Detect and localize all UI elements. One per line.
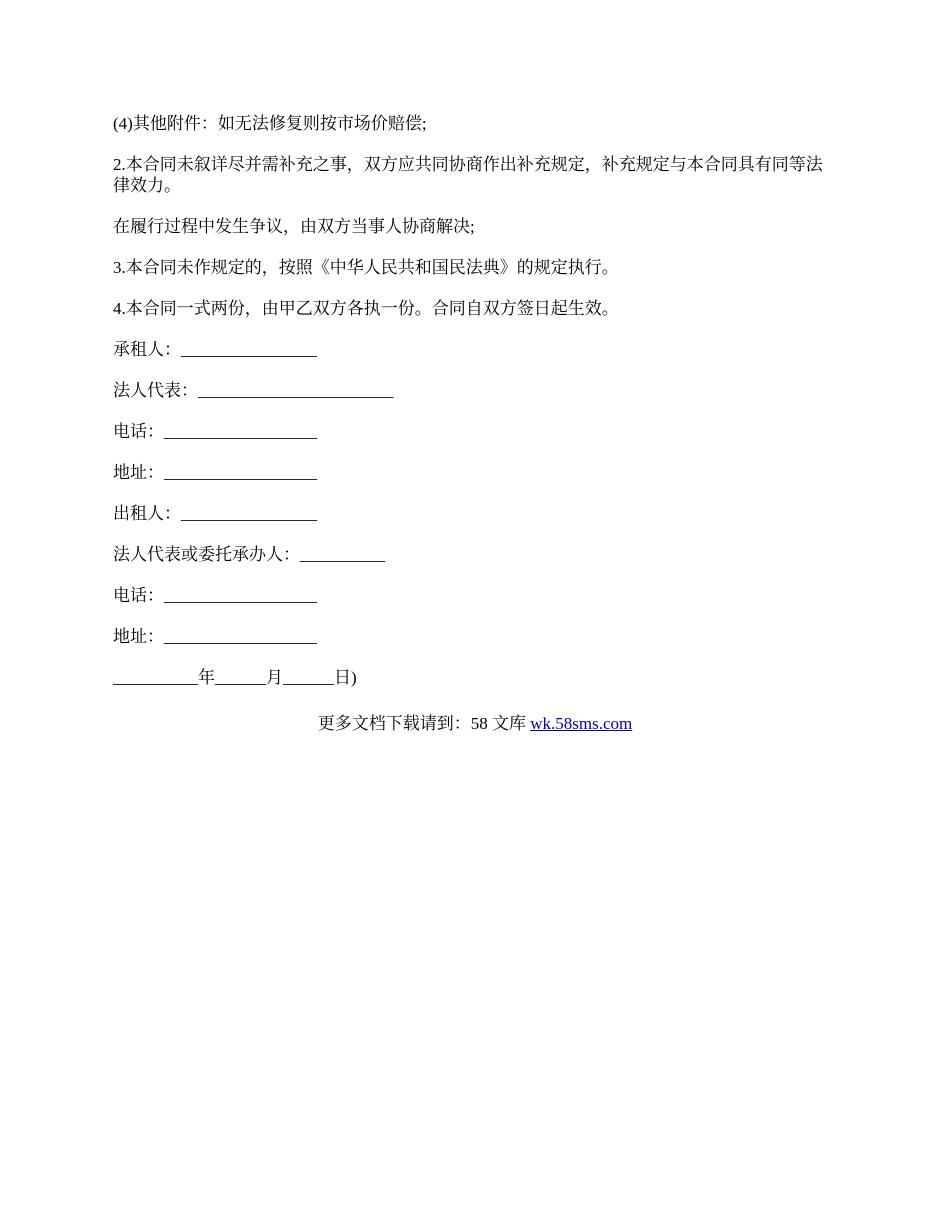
download-footer [0, 713, 950, 734]
clause-supplement: 2.本合同未叙详尽并需补充之事，双方应共同协商作出补充规定，补充规定与本合同具有同等法律效力。 [113, 155, 823, 195]
lessor-address-line: 地址：__________________ [113, 627, 317, 646]
clause-civil-code: 3.本合同未作规定的，按照《中华人民共和国民法典》的规定执行。 [113, 258, 619, 277]
footer-link[interactable]: wk.58sms.com [530, 714, 633, 733]
lessee-address-line: 地址：__________________ [113, 463, 317, 482]
lessor-phone-line: 电话：__________________ [113, 586, 317, 605]
lessee-line: 承租人：________________ [113, 340, 317, 359]
clause-other-attachments: (4)其他附件：如无法修复则按市场价赔偿; [113, 114, 427, 133]
clause-copies: 4.本合同一式两份，由甲乙双方各执一份。合同自双方签日起生效。 [113, 299, 619, 318]
footer-text: 更多文档下载请到：58 文库 [317, 714, 531, 733]
lessor-legal-rep-line: 法人代表或委托承办人：__________ [113, 545, 385, 564]
document-body [113, 113, 837, 708]
date-line: __________年______月______日) [113, 668, 357, 687]
lessor-line: 出租人：________________ [113, 504, 317, 523]
clause-dispute: 在履行过程中发生争议，由双方当事人协商解决; [113, 217, 475, 236]
lessee-legal-rep-line: 法人代表：_______________________ [113, 381, 394, 400]
lessee-phone-line: 电话：__________________ [113, 422, 317, 441]
